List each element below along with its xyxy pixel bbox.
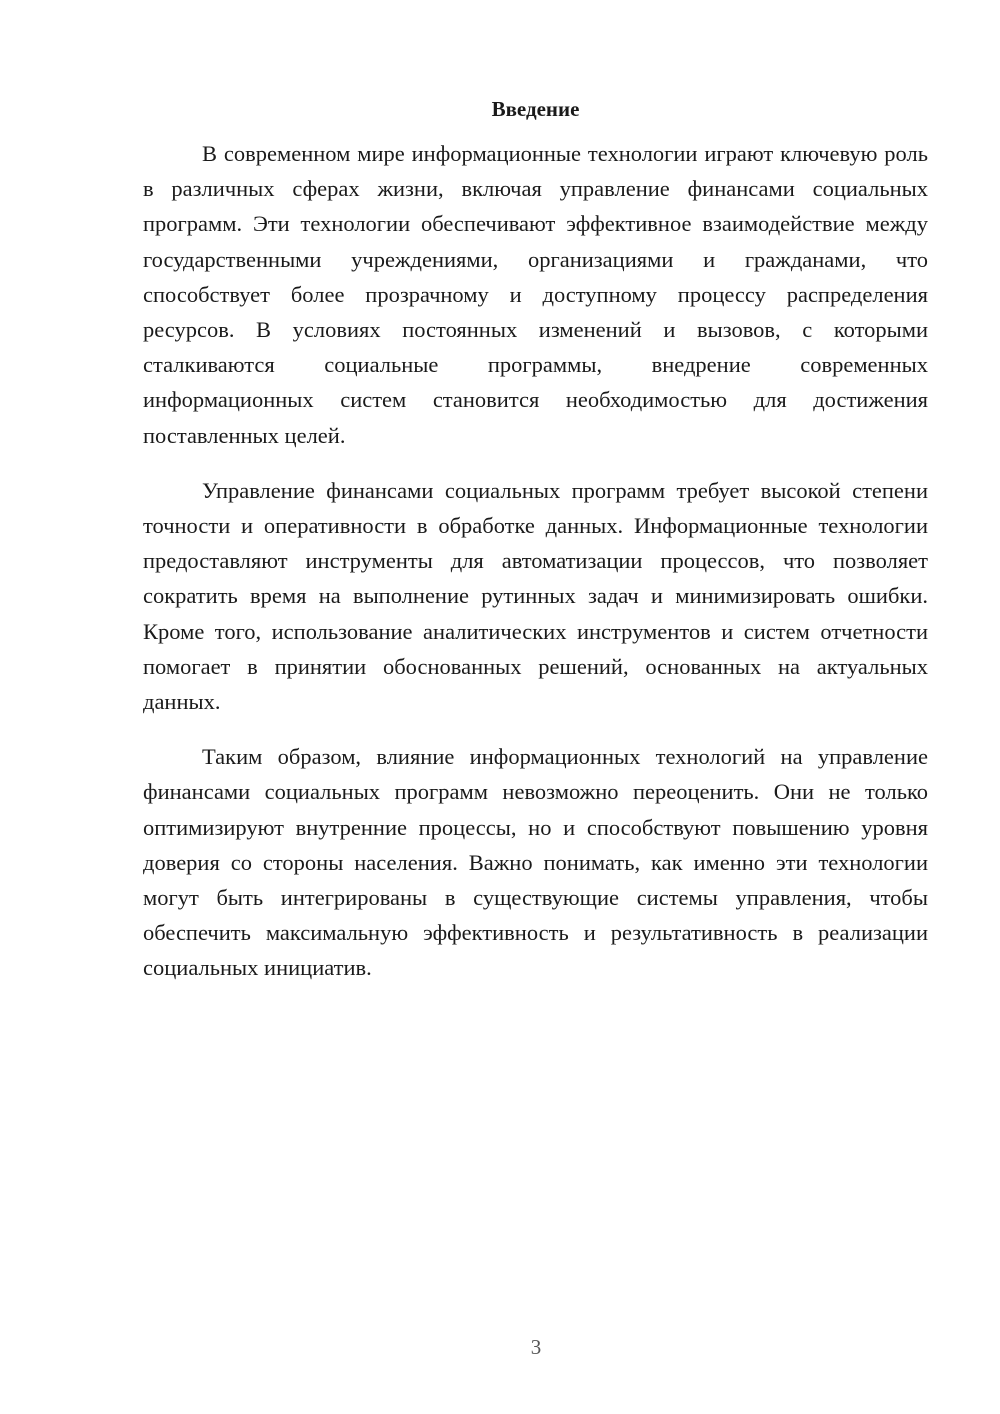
paragraph-3: Таким образом, влияние информационных технологий на управление финансами социальных программ невозможно переоценить. Они не только оптимизируют внутренние процессы, но и способствуют повышению уровня доверия со стороны населения. Важно понимать, как именно эти технологии могут быть интегрированы в существующие системы управления, чтобы обеспечить максимальную эффективность и результативность в реализации социальных инициатив. [143,744,928,981]
page-content [143,92,928,1006]
page-number: 3 [530,1335,542,1359]
paragraph-1: В современном мире информационные технологии играют ключевую роль в различных сферах жизни, включая управление финансами социальных программ. Эти технологии обеспечивают эффективное взаимодействие между государственными учреждениями, организациями и гражданами, что способствует более прозрачному и доступному процессу распределения ресурсов. В условиях постоянных изменений и вызовов, с которыми сталкиваются социальные программы, внедрение современных информационных систем становится необходимостью для достижения поставленных целей. [143,141,928,448]
section-heading: Введение [491,97,580,121]
paragraph-2: Управление финансами социальных программ требует высокой степени точности и оперативности в обработке данных. Информационные технологии предоставляют инструменты для автоматизации процессов, что позволяет сократить время на выполнение рутинных задач и минимизировать ошибки. Кроме того, использование аналитических инструментов и систем отчетности помогает в принятии обоснованных решений, основанных на актуальных данных. [143,477,928,715]
